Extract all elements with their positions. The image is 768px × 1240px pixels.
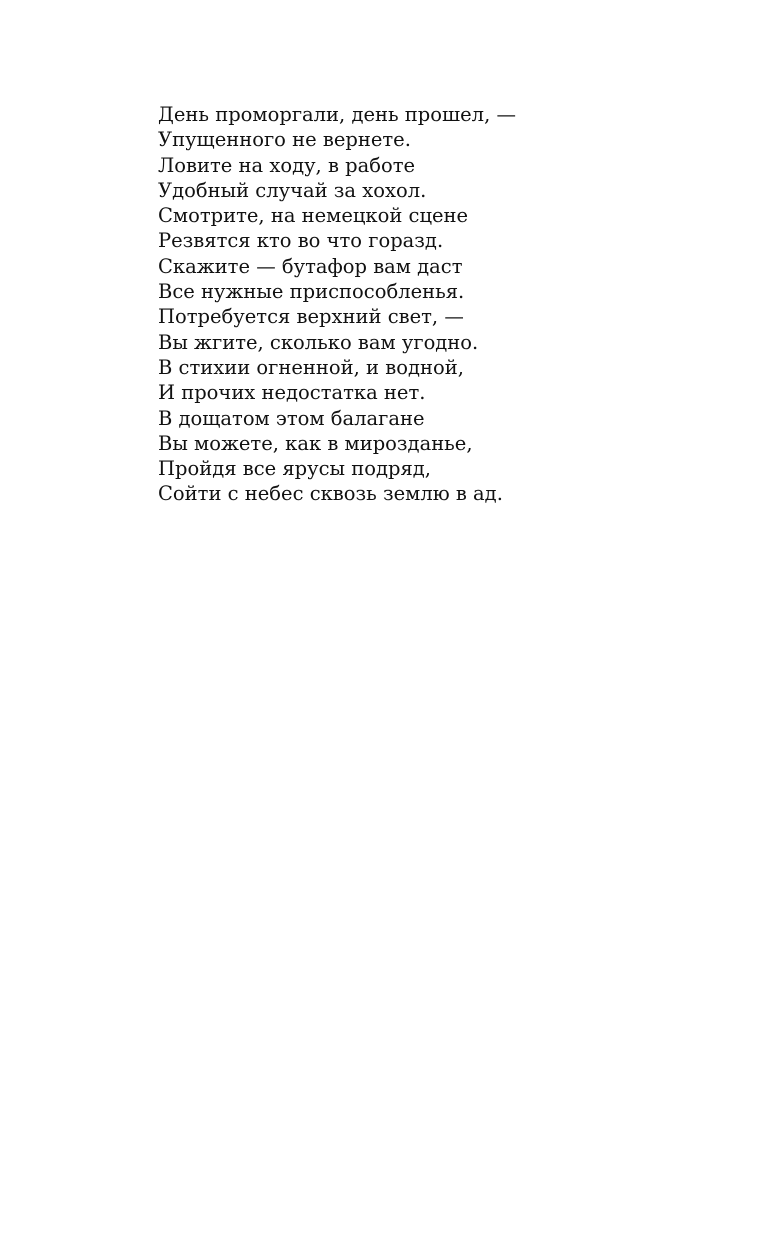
poem-line: Вы можете, как в мирозданье, [158,431,473,455]
poem-line: И прочих недостатка нет. [158,381,426,405]
poem-line: В стихии огненной, и водной, [158,355,464,379]
poem-line: Ловите на ходу, в работе [158,153,416,177]
poem-line: День проморгали, день прошел, — [158,103,516,126]
poem-stanza [158,102,516,507]
poem-line: Все нужные приспособленья. [158,280,465,304]
poem-line: Сойти с небес сквозь землю в ад. [158,482,503,506]
poem-line: Потребуется верхний свет, — [158,305,464,329]
poem-line: Резвятся кто во что горазд. [158,229,444,253]
poem-line: В дощатом этом балагане [158,406,425,430]
poem-line: Пройдя все ярусы подряд, [158,457,431,481]
poem-line: Вы жгите, сколько вам угодно. [158,330,479,354]
poem-line: Удобный случай за хохол. [158,178,427,202]
poem-line: Упущенного не вернете. [158,128,411,152]
poem-line: Скажите — бутафор вам даст [158,254,463,278]
poem-line: Смотрите, на немецкой сцене [158,204,469,228]
